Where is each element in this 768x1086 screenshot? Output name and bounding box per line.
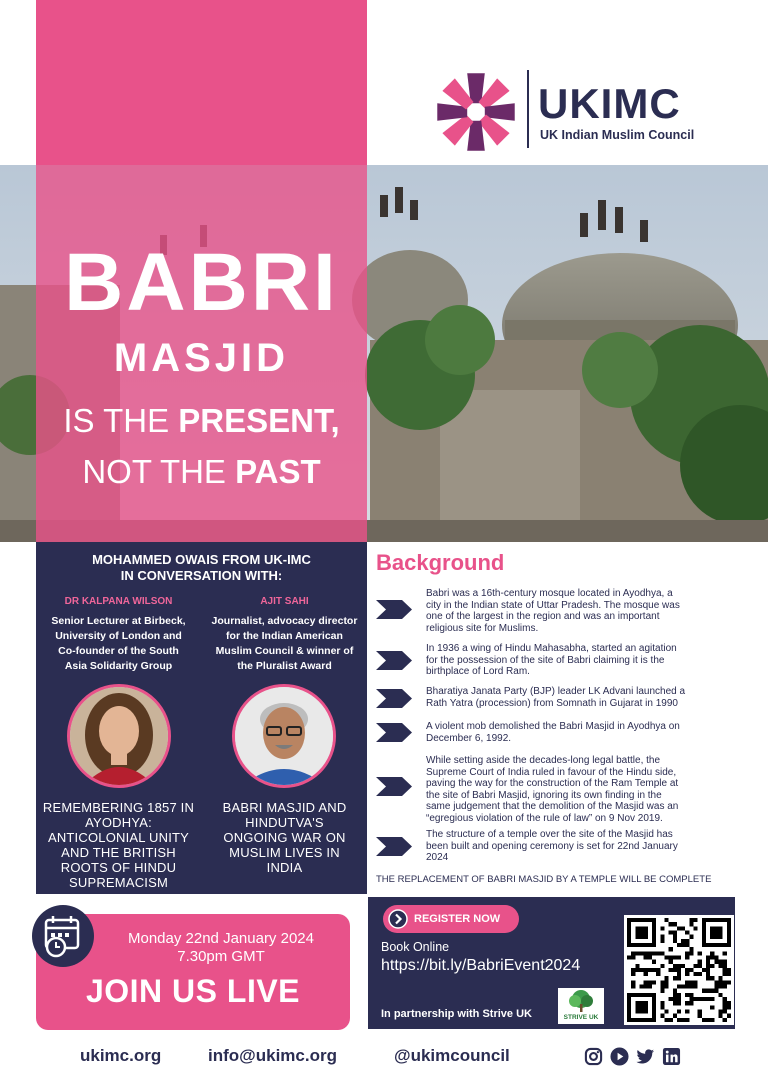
background-item-text [426,755,738,824]
chevron-arrow-icon [376,689,412,708]
join-us-live: JOIN US LIVE [85,973,301,1009]
background-item-text [426,721,738,744]
title-masjid: MASJID [113,336,290,380]
talk-line: HINDUTVA'S [245,815,324,830]
background-closing-statement: THE REPLACEMENT OF BABRI MASJID BY A TEMPLE WILL BE COMPLETE [376,874,712,885]
speaker-right-talk-title [202,800,367,875]
avatar-man [235,687,333,785]
title-past-prefix: NOT THE [82,453,236,490]
bg-line: the site of Babri Masjid, ignoring its own finding in the [426,789,662,801]
speakers-heading-line: IN CONVERSATION WITH: [120,568,283,583]
speakers-heading [36,552,367,584]
speaker-right-photo [232,684,336,788]
talk-line: ONGOING WAR ON [223,830,346,845]
bg-line: A violent mob demolished the Babri Masjid in Ayodhya on [426,721,680,732]
logo-subtitle: UK Indian Muslim Council [540,128,695,142]
chevron-arrow-icon [376,837,412,856]
speakers-panel [36,542,367,894]
chevron-arrow-icon [376,651,412,670]
talk-line: SUPREMACISM [69,875,168,890]
qr-code-icon [627,918,731,1022]
bg-line: December 6, 1992. [426,732,512,744]
event-date-time [96,930,346,966]
title-babri: BABRI [64,237,339,328]
ukimc-logo-icon [432,68,520,156]
title-past-word: PAST [235,453,321,490]
talk-line: BABRI MASJID AND [222,800,347,815]
desc-line: University of London and [55,630,182,642]
title-past-line [36,455,367,488]
desc-line: Muslim Council & winner of [215,645,354,657]
speaker-right-description [202,614,367,674]
bg-line: religious site for Muslims. [426,622,539,634]
calendar-clock-icon [32,905,94,967]
background-item-text [426,686,738,709]
desc-line: the Pluralist Award [237,660,332,672]
bg-line: city in the Indian state of Uttar Pradesh. The mosque was [426,599,680,611]
chevron-arrow-icon [376,600,412,619]
logo-name: UKIMC [538,80,681,127]
speaker-right-name: AJIT SAHI [260,596,309,607]
desc-line: Asia Solidarity Group [64,660,173,672]
background-item-text [426,643,738,678]
strive-uk-logo[interactable] [558,988,604,1024]
bg-line: Bharatiya Janata Party (BJP) leader LK Advani launched a [426,686,686,697]
background-title: Background [376,550,505,575]
partnership-text: In partnership with Strive UK [381,1008,532,1020]
desc-line: for the Indian American [226,630,343,642]
title-present-line [36,404,367,437]
avatar-woman [70,687,168,785]
desc-line: Journalist, advocacy director [211,615,358,627]
bg-line: The structure of a temple over the site of the Masjid has [426,829,673,840]
bg-line: one of the largest in the region and was an important [426,611,660,622]
chevron-right-circle-icon [388,909,408,929]
desc-line: Senior Lecturer at Birbeck, [51,615,186,627]
logo-divider [527,70,529,148]
speaker-left-talk-title [36,800,201,890]
bg-line: Babri was a 16th-century mosque located in Ayodhya, a [426,588,673,599]
talk-line: MUSLIM LIVES IN [229,845,340,860]
talk-line: ANTICOLONIAL UNITY [47,830,190,845]
bg-line: for the possession of the site of Babri claiming it is the [426,654,665,666]
talk-line: INDIA [266,860,303,875]
bg-line: Supreme Court of India ruled in favour of the Hindu side, [426,766,677,778]
footer-email[interactable]: info@ukimc.org [208,1046,337,1065]
bg-line: While setting aside the decades-long legal battle, the [426,755,661,766]
speaker-left-name: DR KALPANA WILSON [64,596,173,607]
background-item-text [426,829,738,864]
bg-line: paving the way for the construction of the Ram Temple at [426,778,679,789]
footer-website[interactable]: ukimc.org [80,1046,162,1065]
bg-line: In 1936 a wing of Hindu Mahasabha, started an agitation [426,643,677,654]
background-item-text [426,588,738,634]
bg-line: birthplace of Lord Ram. [426,666,530,677]
title-present-word: PRESENT, [178,402,340,439]
bg-line: Rath Yatra (procession) from Somnath in Gujarat in 1990 [426,697,678,709]
strive-logo-text: STRIVE UK [563,1014,599,1021]
bg-line: same judgement that the demolition of the Masjid was an [426,801,679,812]
twitter-icon[interactable] [636,1047,655,1066]
book-online-label: Book Online [381,940,450,954]
instagram-icon[interactable] [584,1047,603,1066]
speakers-heading-line: MOHAMMED OWAIS FROM UK-IMC [92,552,311,567]
talk-line: REMEMBERING 1857 IN [42,800,195,815]
bg-line: 2024 [426,852,449,863]
talk-line: ROOTS OF HINDU [60,860,177,875]
title-present-prefix: IS THE [63,402,179,439]
event-date: Monday 22nd January 2024 [128,930,314,947]
event-time: 7.30pm GMT [177,948,265,965]
register-now-label: REGISTER NOW [414,913,501,925]
calendar-badge [32,905,94,967]
talk-line: AND THE BRITISH [61,845,176,860]
youtube-icon[interactable] [610,1047,629,1066]
ukimc-logo[interactable] [432,66,732,156]
bg-line: “egregious violation of the rule of law” on 9 Nov 2019. [426,812,663,824]
footer-handle[interactable]: @ukimcouncil [394,1046,510,1065]
talk-line: AYODHYA: [85,815,152,830]
strive-tree-icon [558,988,604,1014]
chevron-arrow-icon [376,723,412,742]
registration-link[interactable]: https://bit.ly/BabriEvent2024 [381,957,581,974]
linkedin-icon[interactable] [662,1047,681,1066]
speaker-left-description [36,614,201,674]
chevron-arrow-icon [376,777,412,796]
qr-code[interactable] [624,915,734,1025]
register-now-button[interactable] [383,905,519,933]
bg-line: been built and opening ceremony is set for 22nd January [426,840,678,852]
speaker-left-photo [67,684,171,788]
desc-line: Co-founder of the South [58,645,179,657]
